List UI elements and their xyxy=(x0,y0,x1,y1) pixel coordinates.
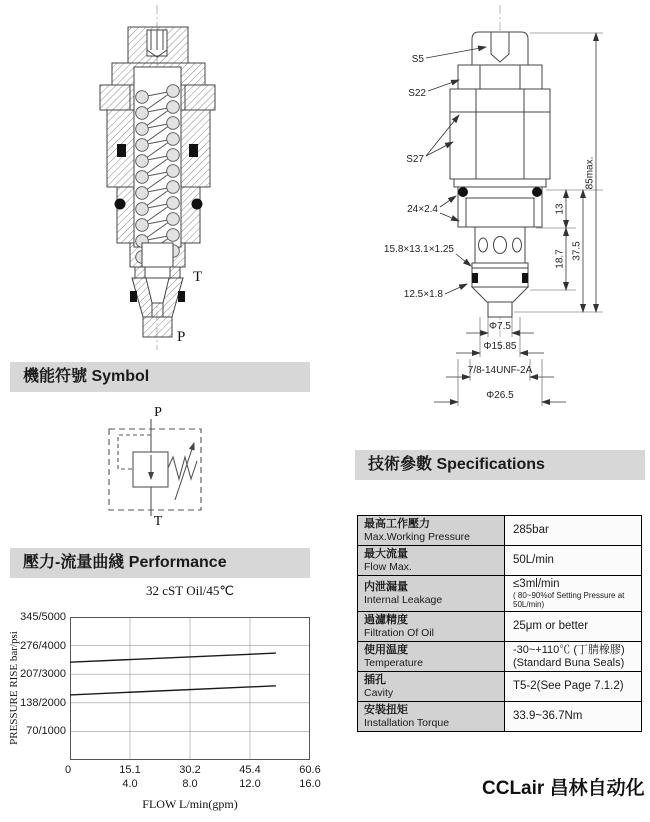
spec-label-en: Flow Max. xyxy=(364,561,412,573)
spec-label-zh: 最高工作壓力 xyxy=(364,518,430,530)
series-line-lower xyxy=(70,686,276,695)
spec-label-zh: 過濾精度 xyxy=(364,614,408,626)
x-tick-lmin: 30.2 xyxy=(179,764,201,776)
dim-18-7-label: 18.7 xyxy=(554,249,566,269)
spec-label-zh: 内泄漏量 xyxy=(364,581,408,593)
port-t-label: T xyxy=(193,269,203,285)
backup-ring-label: 15.8×13.1×1.25 xyxy=(383,244,454,255)
specifications-section-header: 技術參數 Specifications xyxy=(355,450,645,480)
x-tick-gpm: 8.0 xyxy=(182,778,198,790)
table-row xyxy=(358,576,642,612)
s5-label: S5 xyxy=(411,54,424,65)
origin-tick: 0 xyxy=(64,764,72,776)
table-row xyxy=(358,612,642,642)
valve-dimension-drawing xyxy=(350,5,650,415)
spec-value: -30~+110℃ (丁腈橡膠) xyxy=(513,644,625,656)
spec-label-en: Installation Torque xyxy=(364,717,450,729)
dia-nose-label: Φ7.5 xyxy=(489,321,511,332)
symbol-section-header: 機能符號 Symbol xyxy=(10,362,310,392)
dia-body-label: Φ26.5 xyxy=(486,390,514,401)
spec-label-en: Temperature xyxy=(364,657,423,669)
y-tick: 138/2000 xyxy=(20,696,66,709)
performance-plot xyxy=(70,617,310,760)
spec-label-en: Filtration Of Oil xyxy=(364,627,435,639)
table-row xyxy=(358,702,642,732)
performance-chart xyxy=(10,583,340,822)
valve-outline xyxy=(450,32,550,317)
table-row xyxy=(358,642,642,672)
x-tick-gpm: 12.0 xyxy=(239,778,261,790)
chart-x-axis-label: FLOW L/min(gpm) xyxy=(142,797,238,811)
valve-cross-section-drawing xyxy=(90,5,240,350)
table-row xyxy=(358,546,642,576)
spec-label-zh: 使用温度 xyxy=(364,644,408,656)
x-tick-lmin: 45.4 xyxy=(239,764,261,776)
specifications-table xyxy=(357,515,642,732)
thread-label: 7/8-14UNF-2A xyxy=(467,365,533,376)
spec-value: 33.9~36.7Nm xyxy=(513,710,583,722)
spec-value-note: ( 80~90%of Setting Pressure at 50L/min) xyxy=(513,591,625,609)
y-tick: 70/1000 xyxy=(26,725,66,738)
symbol-graphics xyxy=(109,419,201,516)
dim-85max-label: 85max. xyxy=(584,156,596,190)
brand-logo: CCLair 昌林自动化 xyxy=(482,778,645,799)
performance-section-header: 壓力-流量曲綫 Performance xyxy=(10,548,310,578)
table-row xyxy=(358,516,642,546)
x-tick-gpm: 4.0 xyxy=(122,778,138,790)
dia-pilot-label: Φ15.85 xyxy=(483,341,517,352)
table-row xyxy=(358,672,642,702)
spec-label-zh: 插孔 xyxy=(364,674,386,686)
spec-label-zh: 最大流量 xyxy=(364,548,408,560)
symbol-port-t-label: T xyxy=(153,514,163,529)
port-p-label: P xyxy=(177,329,186,345)
spec-label-en: Cavity xyxy=(364,687,394,699)
y-tick: 207/3000 xyxy=(20,668,66,681)
spec-label-en: Max.Working Pressure xyxy=(364,531,471,543)
chart-title: 32 cST Oil/45℃ xyxy=(145,583,235,598)
spec-value: ≤3ml/min xyxy=(513,578,560,590)
x-tick-lmin: 15.1 xyxy=(119,764,141,776)
hydraulic-symbol-diagram xyxy=(88,398,218,528)
oring-upper-label: 24×2.4 xyxy=(407,204,438,215)
chart-y-axis-label: PRESSURE RISE bar/psi xyxy=(8,631,20,745)
s27-label: S27 xyxy=(406,154,424,165)
spec-value-note: (Standard Buna Seals) xyxy=(513,657,625,669)
spec-value: T5-2(See Page 7.1.2) xyxy=(513,680,624,692)
spec-value: 25μm or better xyxy=(513,620,589,632)
symbol-port-p-label: P xyxy=(154,405,162,420)
s22-label: S22 xyxy=(408,88,426,99)
spec-label-en: Internal Leakage xyxy=(364,594,443,606)
y-tick: 276/4000 xyxy=(20,639,66,652)
dim-13-label: 13 xyxy=(554,203,566,215)
bottom-dimensions xyxy=(434,317,566,406)
dim-37-5-label: 37.5 xyxy=(571,241,583,261)
spec-value: 50L/min xyxy=(513,554,554,566)
spec-label-zh: 安裝扭矩 xyxy=(364,704,408,716)
x-tick-gpm: 16.0 xyxy=(299,778,321,790)
oring-lower-label: 12.5×1.8 xyxy=(403,289,443,300)
y-tick: 345/5000 xyxy=(20,611,66,623)
spec-value: 285bar xyxy=(513,524,549,536)
series-line-upper xyxy=(70,653,276,662)
x-tick-lmin: 60.6 xyxy=(299,764,321,776)
